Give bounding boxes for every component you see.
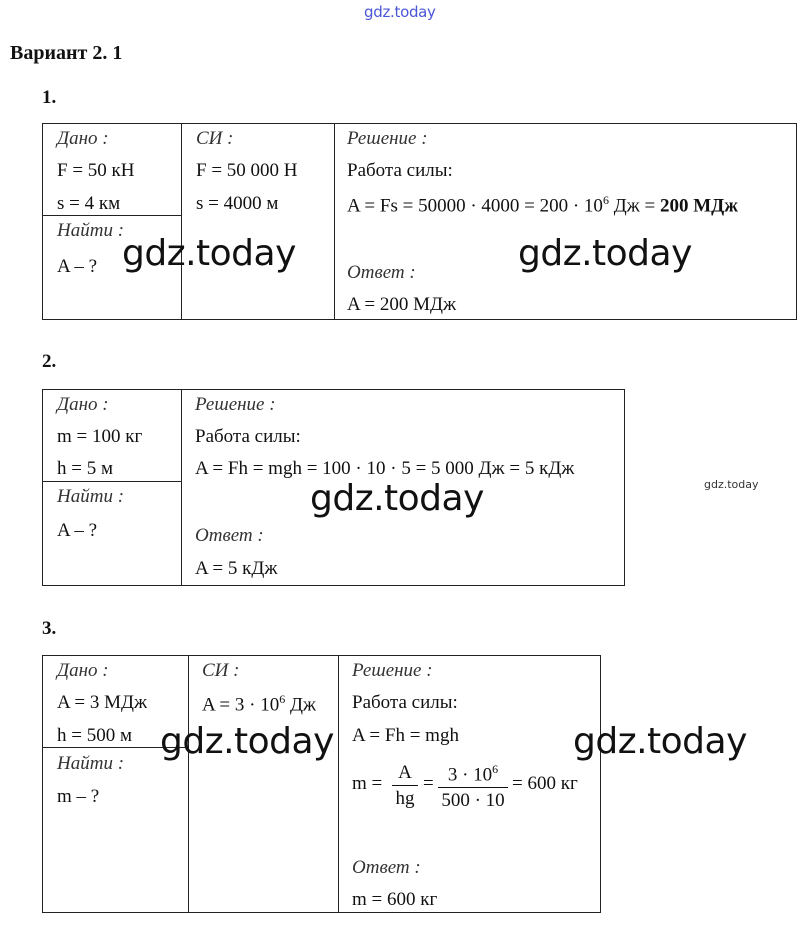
task1-given-distance: s = 4 км [57, 193, 121, 214]
task3-answer-label: Ответ : [352, 857, 421, 878]
watermark-small: gdz.today [704, 478, 759, 491]
task2-given-label: Дано : [57, 394, 109, 415]
task3-find-label: Найти : [57, 753, 125, 774]
task1-si-cell [181, 123, 335, 320]
task1-formula: $A = Fs = 50000 \cdot 4000 = 200 \cdot 10^6$ Дж = 200 МДж [347, 193, 739, 217]
task3-solution-label: Решение : [352, 660, 433, 681]
task2-answer-label: Ответ : [195, 525, 264, 546]
task2-answer: A = 5 кДж [195, 558, 278, 579]
page-title: Вариант 2. 1 [10, 42, 123, 64]
task3-fraction-numeric-numerator: $3 \cdot 10^6$ [447, 762, 499, 786]
task3-m-equals: m = [352, 773, 383, 794]
task1-solution-intro: Работа силы: [347, 160, 453, 181]
task3-number: 3. [42, 618, 57, 639]
task3-given-work: A = 3 МДж [57, 692, 148, 713]
task1-si-force: F = 50 000 Н [196, 160, 298, 181]
task3-equals-sign: = [423, 773, 434, 794]
task3-result: = 600 кг [512, 773, 578, 794]
task1-solution-cell [334, 123, 797, 320]
watermark-big: gdz.today [310, 478, 484, 519]
task2-solution-intro: Работа силы: [195, 426, 301, 447]
task1-given-label: Дано : [57, 128, 109, 149]
watermark-top: gdz.today [364, 3, 436, 21]
task1-answer: A = 200 МДж [347, 294, 457, 315]
task3-formula-work: A = Fh = mgh [352, 725, 459, 746]
task1-si-label: СИ : [196, 128, 234, 149]
task3-solution-intro: Работа силы: [352, 692, 458, 713]
task1-given-force: F = 50 кН [57, 160, 135, 181]
task3-fraction-symbolic-denominator: hg [395, 788, 415, 809]
watermark-big: gdz.today [573, 721, 747, 762]
task3-given-label: Дано : [57, 660, 109, 681]
task2-number: 2. [42, 351, 57, 372]
task2-given-mass: m = 100 кг [57, 426, 143, 447]
task3-fraction-symbolic [392, 763, 418, 808]
task3-given-height: h = 500 м [57, 725, 132, 746]
task1-find-label: Найти : [57, 220, 125, 241]
task1-answer-label: Ответ : [347, 262, 416, 283]
task2-find-value: A – ? [57, 520, 98, 541]
task3-fraction-numeric-denominator: 500 · 10 [441, 790, 505, 812]
watermark-big: gdz.today [160, 721, 334, 762]
task3-si-label: СИ : [202, 660, 240, 681]
task3-fraction-symbolic-numerator: A [398, 762, 412, 783]
task2-solution-label: Решение : [195, 394, 276, 415]
task3-answer: m = 600 кг [352, 889, 438, 910]
task3-find-value: m – ? [57, 786, 100, 807]
task3-si-work: $A = 3 \cdot 10^6$ Дж [202, 692, 317, 716]
task2-given-height: h = 5 м [57, 458, 113, 479]
watermark-big: gdz.today [122, 233, 296, 274]
task1-solution-label: Решение : [347, 128, 428, 149]
task1-si-distance: s = 4000 м [196, 193, 279, 214]
task1-find-value: A – ? [57, 256, 98, 277]
task1-number: 1. [42, 87, 57, 108]
task3-fraction-numeric [438, 763, 508, 810]
task2-find-label: Найти : [57, 486, 125, 507]
watermark-big: gdz.today [518, 233, 692, 274]
task2-formula: A = Fh = mgh = 100 · 10 · 5 = 5 000 Дж = 5 кДж [195, 458, 575, 479]
